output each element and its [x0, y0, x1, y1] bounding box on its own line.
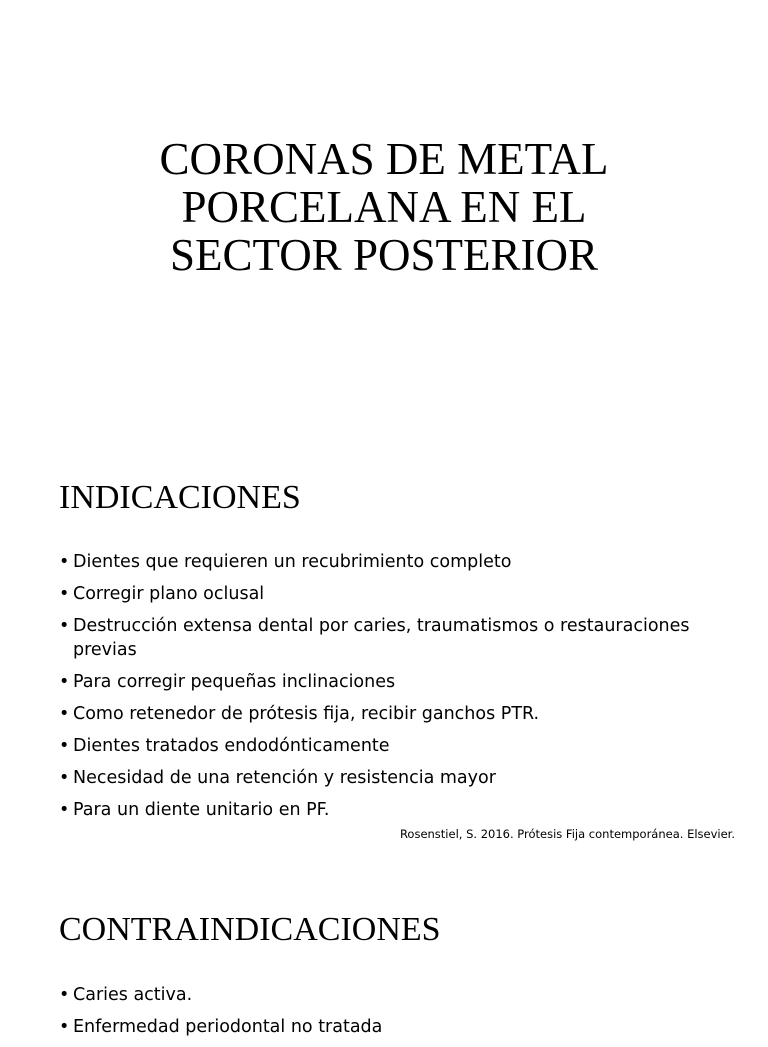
title-line: PORCELANA EN EL — [181, 182, 587, 232]
list-item: • Corregir plano oclusal — [59, 582, 739, 606]
list-item: • Necesidad de una retención y resistencia mayor — [59, 766, 739, 790]
list-item: • Como retenedor de prótesis fija, recibir ganchos PTR. — [59, 702, 739, 726]
list-item: • Enfermedad periodontal no tratada — [59, 1015, 739, 1039]
citation: Rosenstiel, S. 2016. Prótesis Fija contemporánea. Elsevier. — [399, 827, 735, 841]
list-item: • Destrucción extensa dental por caries, traumatismos o restauraciones previas — [59, 614, 739, 662]
indicaciones-heading: INDICACIONES — [59, 479, 301, 516]
title-line: CORONAS DE METAL — [159, 134, 609, 184]
indicaciones-list — [59, 550, 739, 830]
list-item: • Para corregir pequeñas inclinaciones — [59, 670, 739, 694]
list-item: • Caries activa. — [59, 983, 739, 1007]
contraindicaciones-list — [59, 983, 739, 1047]
list-item: • Para un diente unitario en PF. — [59, 798, 739, 822]
contraindicaciones-heading: CONTRAINDICACIONES — [59, 911, 441, 948]
list-item: • Dientes tratados endodónticamente — [59, 734, 739, 758]
list-item: • Dientes que requieren un recubrimiento completo — [59, 550, 739, 574]
page-title — [0, 135, 768, 279]
title-line: SECTOR POSTERIOR — [169, 230, 598, 280]
